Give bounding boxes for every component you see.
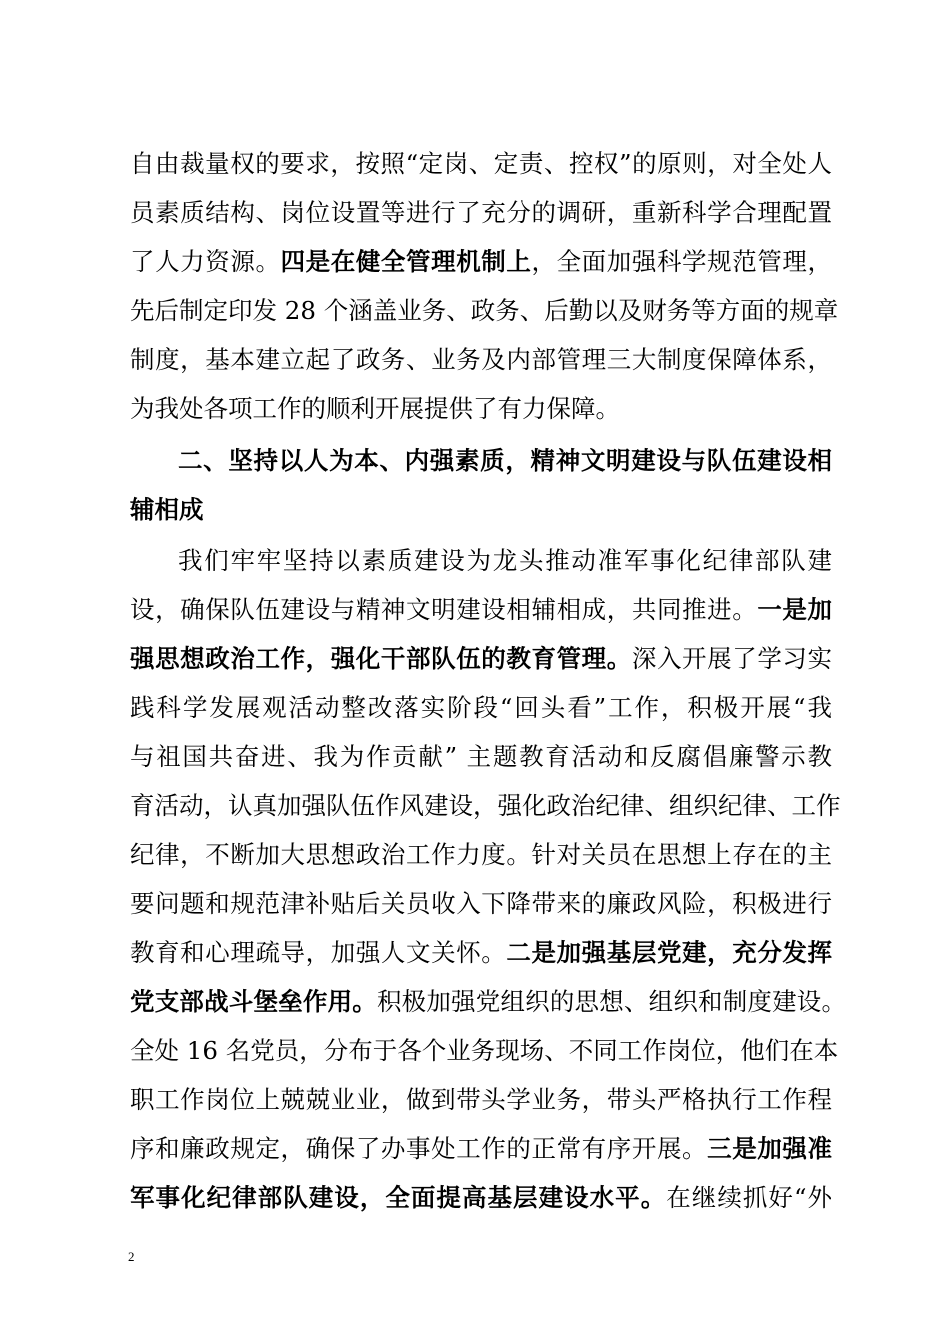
text-run: 育活动，认真加强队伍作风建设，强化政治纪律、组织纪律、工作 [130,791,841,820]
text-run: 为我处各项工作的顺利开展提供了有力保障。 [130,394,620,423]
bold-text-run: 军事化纪律部队建设，全面提高基层建设水平。 [130,1183,667,1212]
paragraph-line [130,140,832,188]
bold-text-run: 三是加强准 [707,1134,833,1163]
paragraph-line [130,978,846,1026]
heading-text: 二、坚持以人为本、内强素质，精神文明建设与队伍建设相 [178,446,832,475]
text-run: 积极加强党组织的思想、组织和制度建设。 [376,987,847,1016]
bold-text-run: 党支部战斗堡垒作用。 [130,987,377,1016]
paragraph-line [130,1027,839,1075]
text-run: 全处 16 名党员，分布于各个业务现场、不同工作岗位，他们在本 [130,1036,839,1065]
paragraph-line [130,189,832,237]
text-run: 制度，基本建立起了政务、业务及内部管理三大制度保障体系， [130,345,832,374]
bold-text-run: 二是加强基层党建，充分发挥 [506,938,833,967]
text-run: 员素质结构、岗位设置等进行了充分的调研，重新科学合理配置 [130,198,832,227]
text-run: 纪律，不断加大思想政治工作力度。针对关员在思想上存在的主 [130,840,832,869]
section-heading-continued [130,486,832,534]
paragraph-line [130,831,832,879]
text-run: 深入开展了学习实 [631,644,833,673]
paragraph-line [130,287,839,335]
paragraph-line [130,238,832,286]
text-run: 我们牢牢坚持以素质建设为龙头推动准军事化纪律部队建 [178,546,832,575]
text-run: 自由裁量权的要求，按照“定岗、定责、控权”的原则，对全处人 [130,149,832,178]
paragraph-line [130,733,832,781]
paragraph-line [130,1174,832,1222]
text-run: 践科学发展观活动整改落实阶段“回头看”工作，积极开展“我 [130,693,832,722]
paragraph-line [130,336,832,384]
paragraph-line [130,385,832,433]
text-run: 了人力资源。 [130,247,281,276]
paragraph-line [130,880,832,928]
text-run: 与祖国共奋进、我为作贡献” 主题教育活动和反腐倡廉警示教 [130,742,832,771]
text-run: ，全面加强科学规范管理， [531,247,833,276]
paragraph-line [130,1076,832,1124]
text-run: 序和廉政规定，确保了办事处工作的正常有序开展。 [130,1134,708,1163]
text-run: 在继续抓好“外 [666,1183,833,1212]
paragraph-line [130,586,832,634]
paragraph-line [178,537,832,585]
text-run: 职工作岗位上兢兢业业，做到带头学业务，带头严格执行工作程 [130,1085,832,1114]
text-run: 教育和心理疏导，加强人文关怀。 [130,938,507,967]
paragraph-line [130,1125,832,1173]
text-run: 要问题和规范津补贴后关员收入下降带来的廉政风险，积极进行 [130,889,832,918]
text-run: 设，确保队伍建设与精神文明建设相辅相成，共同推进。 [130,595,758,624]
paragraph-line [130,635,832,683]
paragraph-line [130,684,832,732]
bold-text-run: 一是加 [757,595,832,624]
heading-text: 辅相成 [130,495,204,524]
bold-text-run: 强思想政治工作，强化干部队伍的教育管理。 [130,644,632,673]
bold-text-run: 四是在健全管理机制上 [280,247,532,276]
paragraph-line [130,782,841,830]
page-number: 2 [128,1249,135,1264]
section-heading [178,437,832,485]
paragraph-line [130,929,832,977]
text-run: 先后制定印发 28 个涵盖业务、政务、后勤以及财务等方面的规章 [130,296,839,325]
